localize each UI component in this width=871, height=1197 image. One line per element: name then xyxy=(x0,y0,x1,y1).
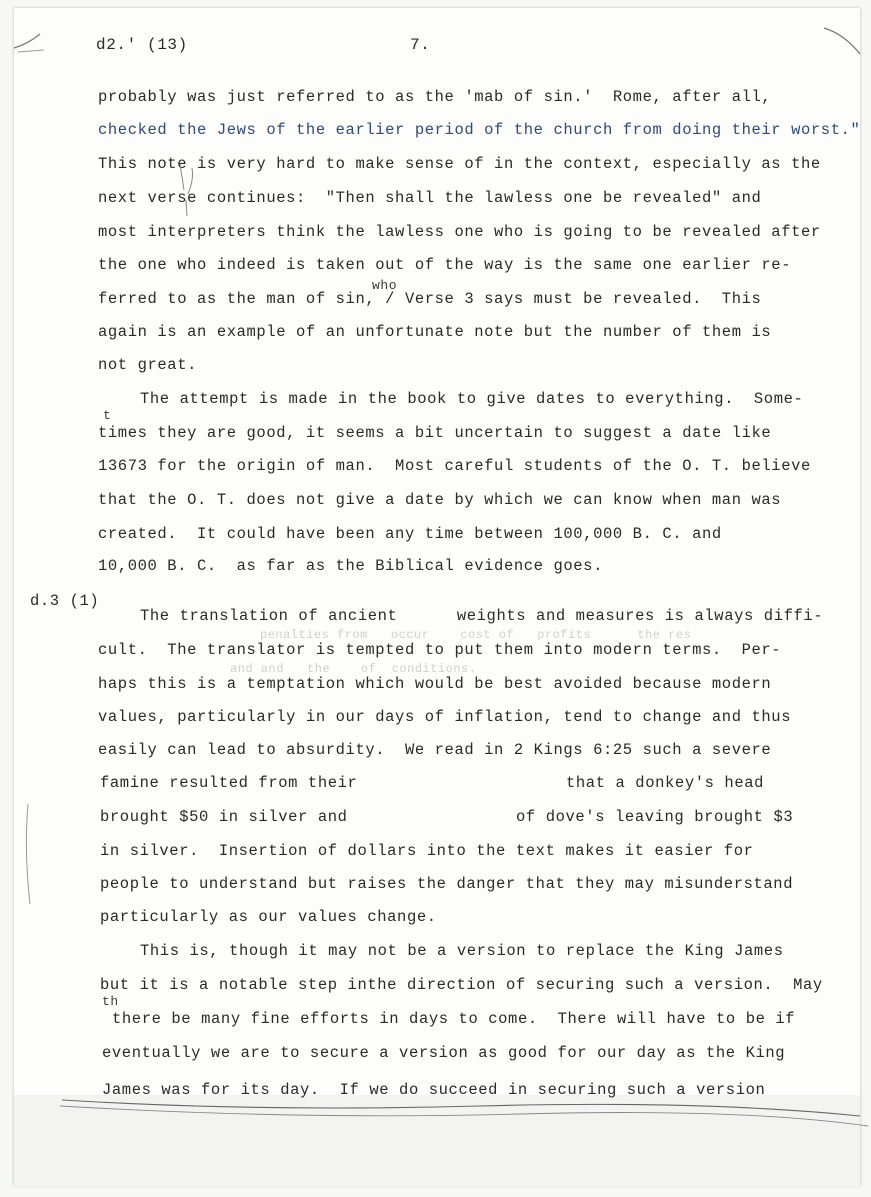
text-line: famine resulted from their xyxy=(100,774,358,792)
text-line: 10,000 B. C. as far as the Biblical evidence goes. xyxy=(98,557,603,575)
corner-mark-left xyxy=(10,30,50,60)
header-reference: d2.' (13) xyxy=(96,36,188,54)
text-line: The translation of ancient weights and measures is always diffi- xyxy=(140,607,824,625)
text-line: in silver. Insertion of dollars into the text makes it easier for xyxy=(100,842,754,860)
text-line: The attempt is made in the book to give dates to everything. Some- xyxy=(140,390,804,408)
pencil-annotation xyxy=(170,160,210,220)
text-line: This note is very hard to make sense of in the context, especially as the xyxy=(98,155,821,173)
text-line: but it is a notable step inthe direction of securing such a version. May xyxy=(100,976,823,994)
text-line: This is, though it may not be a version to replace the King James xyxy=(140,942,784,960)
text-line: the one who indeed is taken out of the way is the same one earlier re- xyxy=(98,256,792,274)
text-line: again is an example of an unfortunate note but the number of them is xyxy=(98,323,772,341)
text-line: there be many fine efforts in days to come. There will have to be if xyxy=(112,1010,796,1028)
text-line: haps this is a temptation which would be best avoided because modern xyxy=(98,675,772,693)
text-line: ferred to as the man of sin, / Verse 3 says must be revealed. This xyxy=(98,290,762,308)
text-line: James was for its day. If we do succeed in securing such a version xyxy=(102,1081,766,1099)
text-line: not great. xyxy=(98,356,198,374)
text-line: most interpreters think the lawless one who is going to be revealed after xyxy=(98,223,821,241)
text-line: particularly as our values change. xyxy=(100,908,437,926)
text-line: that a donkey's head xyxy=(566,774,765,792)
corner-mark-right xyxy=(820,24,866,60)
text-line: probably was just referred to as the 'mab of sin.' Rome, after all, xyxy=(98,88,772,106)
interlinear-who: who xyxy=(372,278,398,293)
text-line: created. It could have been any time between 100,000 B. C. and xyxy=(98,525,722,543)
text-line: next verse continues: "Then shall the lawless one be revealed" and xyxy=(98,189,762,207)
text-line: people to understand but raises the danger that they may misunderstand xyxy=(100,875,794,893)
text-line: cult. The translator is tempted to put them into modern terms. Per- xyxy=(98,641,782,659)
text-line: 13673 for the origin of man. Most careful students of the O. T. believe xyxy=(98,457,811,475)
text-line: values, particularly in our days of inflation, tend to change and thus xyxy=(98,708,792,726)
faint-bleedthrough: penalties from occur cost of profits the res xyxy=(260,628,692,642)
text-line: times they are good, it seems a bit uncertain to suggest a date like xyxy=(98,424,772,442)
text-line: checked the Jews of the earlier period of the church from doing their worst." xyxy=(98,121,861,139)
margin-section-label: d.3 (1) xyxy=(30,592,100,610)
text-line: eventually we are to secure a version as good for our day as the King xyxy=(102,1044,786,1062)
text-line: brought $50 in silver and xyxy=(100,808,348,826)
faint-bleedthrough: and and the of conditions. xyxy=(230,662,477,676)
interlinear-th: th xyxy=(102,994,119,1009)
page-number: 7. xyxy=(410,36,431,54)
interlinear-t: t xyxy=(103,408,112,423)
margin-stroke xyxy=(18,800,38,910)
text-line: of dove's leaving brought $3 xyxy=(516,808,794,826)
text-line: easily can lead to absurdity. We read in 2 Kings 6:25 such a severe xyxy=(98,741,772,759)
text-line: that the O. T. does not give a date by which we can know when man was xyxy=(98,491,782,509)
paper-curl-lines xyxy=(60,1086,870,1136)
